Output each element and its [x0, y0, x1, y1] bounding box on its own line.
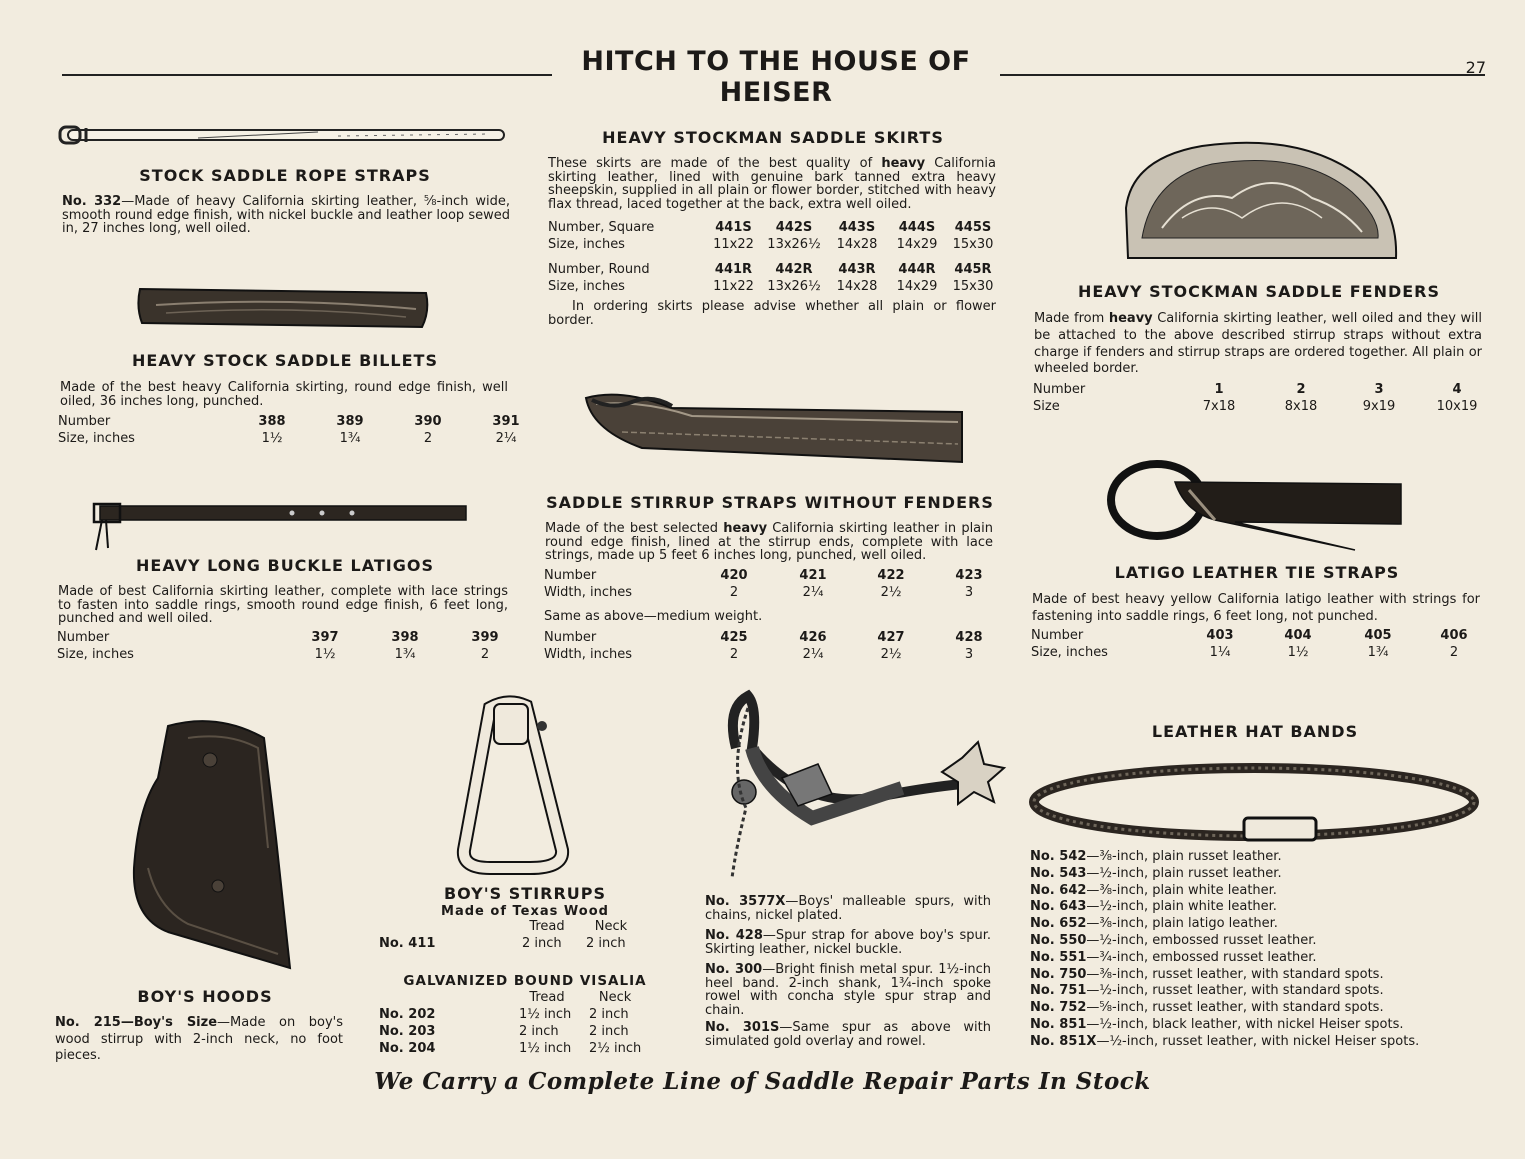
skirts-square-number: 445S	[954, 220, 992, 235]
stirrup-straps-medium-width-label: Width, inches	[544, 647, 633, 662]
hat-band-item	[1030, 916, 1480, 933]
boys-hood-icon	[128, 718, 296, 978]
latigos-desc: Made of best California skirting leather, complete with lace strings to fasten into saddle rings, smooth round edge finish, 6 feet long, punched and well oiled.	[58, 584, 508, 626]
stirrup-icon	[460, 700, 566, 872]
hat-band-no: No. 542	[1030, 849, 1087, 864]
visalia-neck-label: Neck	[598, 990, 632, 1005]
hat-band-text: —½-inch, russet leather, with standard spots.	[1086, 983, 1384, 999]
hat-band-no: No. 551	[1030, 949, 1087, 965]
stirrups-item-neck: 2 inch	[586, 936, 626, 951]
stirrup-straps-medium-number: 426	[799, 630, 827, 645]
billets-number: 388	[258, 414, 286, 429]
skirts-round-number: 442R	[775, 262, 813, 277]
fenders-title: HEAVY STOCKMAN SADDLE FENDERS	[1077, 282, 1441, 301]
skirts-round-number: 443R	[838, 262, 876, 277]
hat-band-item	[1030, 983, 1480, 1000]
stirrup-straps-medium-width: 2	[729, 647, 739, 662]
spur-icon	[722, 688, 1006, 886]
tie-straps-number: 406	[1440, 628, 1468, 643]
fenders-number-label: Number	[1033, 382, 1086, 397]
spur-item	[705, 929, 991, 956]
fenders-size: 10x19	[1436, 399, 1478, 414]
hat-band-no: No. 751	[1030, 983, 1087, 999]
spur-item-no: No. 300	[705, 962, 763, 977]
tie-strap-icon	[1105, 460, 1405, 554]
hat-band-text: —½-inch, russet leather, with nickel Heiser spots.	[1096, 1033, 1420, 1049]
skirts-size: 11x22	[713, 279, 754, 294]
skirts-square-number: 444S	[898, 220, 936, 235]
spur-item	[705, 963, 991, 1017]
fender-icon	[1122, 138, 1402, 262]
footer-slogan: We Carry a Complete Line of Saddle Repair Parts In Stock	[374, 1068, 1151, 1095]
hat-band-text: —⅜-inch, plain white leather.	[1086, 882, 1277, 898]
stirrup-straps-width: 3	[964, 585, 974, 600]
stirrup-straps-medium-number-label: Number	[544, 630, 597, 645]
tie-straps-number: 405	[1364, 628, 1392, 643]
tie-straps-size: 1½	[1287, 645, 1309, 660]
spur-item-text: —Spur strap for above boy's spur. Skirting leather, nickel buckle.	[705, 928, 991, 957]
hat-bands-title: LEATHER HAT BANDS	[1151, 722, 1359, 741]
spur-item-no: No. 3577X	[705, 894, 786, 909]
fenders-text-bold: heavy	[1108, 311, 1153, 326]
spur-item-text: —Bright finish metal spur. 1½-inch heel band. 2-inch shank, 1¾-inch spoke rowel with concha style spur strap and chain.	[705, 962, 991, 1018]
billets-number: 389	[336, 414, 364, 429]
skirts-square-size-label: Size, inches	[548, 237, 625, 252]
skirts-square-label: Number, Square	[548, 220, 655, 235]
hat-band-text: —½-inch, plain white leather.	[1086, 899, 1277, 915]
stirrup-straps-desc	[545, 522, 993, 563]
fenders-size: 9x19	[1362, 399, 1396, 414]
stirrups-item-tread: 2 inch	[522, 936, 562, 951]
hat-band-no: No. 851X	[1030, 1033, 1097, 1049]
skirts-round-label: Number, Round	[548, 262, 650, 277]
visalia-item-neck: 2 inch	[589, 1024, 629, 1039]
visalia-item-neck: 2 inch	[589, 1007, 629, 1022]
hat-band-item	[1030, 950, 1480, 967]
billets-size: 2	[423, 431, 433, 446]
skirts-text-bold: heavy	[881, 156, 926, 171]
billets-size-label: Size, inches	[58, 431, 135, 446]
hat-band-no: No. 851	[1030, 1016, 1087, 1032]
billets-size: 1¾	[339, 431, 361, 446]
stirrups-item-no: No. 411	[379, 936, 436, 951]
stirrup-straps-number: 422	[877, 568, 905, 583]
fenders-table	[1033, 381, 1503, 415]
tie-straps-size: 1¼	[1209, 645, 1231, 660]
hat-band-text: —¾-inch, embossed russet leather.	[1086, 949, 1317, 965]
billet-icon	[136, 283, 432, 333]
hat-band-item	[1030, 1034, 1480, 1051]
spur-item-text: —Same spur as above with simulated gold overlay and rowel.	[705, 1020, 992, 1049]
skirts-desc	[548, 157, 996, 211]
stirrup-straps-medium-width: 2½	[880, 647, 902, 662]
skirts-size: 14x29	[896, 237, 938, 252]
hat-band-text: —⅝-inch, russet leather, with standard spots.	[1086, 1000, 1384, 1016]
hat-band-text: —⅜-inch, plain latigo leather.	[1086, 916, 1278, 932]
stirrups-neck-label: Neck	[594, 919, 628, 934]
billets-table	[58, 413, 545, 447]
stirrup-straps-number: 421	[799, 568, 827, 583]
rope-straps-no: No. 332	[62, 194, 122, 209]
skirts-square-number: 441S	[715, 220, 752, 235]
latigos-number: 397	[311, 630, 339, 645]
stirrup-straps-medium-number: 427	[877, 630, 905, 645]
visalia-item-no: No. 204	[379, 1041, 436, 1056]
skirts-square-table	[548, 219, 999, 253]
hat-band-text: —½-inch, embossed russet leather.	[1086, 932, 1317, 948]
latigos-number-label: Number	[57, 630, 110, 645]
hoods-desc	[55, 1015, 343, 1065]
skirts-round-number: 444R	[898, 262, 936, 277]
rope-straps-desc	[62, 195, 510, 236]
latigos-title: HEAVY LONG BUCKLE LATIGOS	[136, 556, 434, 575]
skirts-title: HEAVY STOCKMAN SADDLE SKIRTS	[602, 128, 944, 147]
stirrup-straps-text-post: California skirting leather in plain round edge finish, lined at the stirrup ends, complete with lace strings, made up 5 feet 6 inches long, punched, well oiled.	[545, 521, 994, 563]
skirts-size: 13x26½	[767, 237, 821, 252]
visalia-item-tread: 1½ inch	[519, 1007, 572, 1022]
billets-number: 391	[492, 414, 520, 429]
skirts-round-number: 441R	[714, 262, 753, 277]
visalia-tread-label: Tread	[529, 990, 565, 1005]
skirts-square-number: 442S	[775, 220, 813, 235]
stirrup-straps-medium-number: 428	[955, 630, 983, 645]
fenders-text-pre: Made from	[1034, 311, 1105, 326]
tie-straps-desc: Made of best heavy yellow California latigo leather with strings for fastening into saddle rings, 6 feet long, not punched.	[1032, 592, 1480, 624]
hoods-text: —Made on boy's wood stirrup with 2-inch neck, no foot pieces.	[55, 1015, 343, 1063]
fenders-desc	[1034, 311, 1482, 378]
skirts-round-table	[548, 261, 999, 295]
billets-title: HEAVY STOCK SADDLE BILLETS	[132, 351, 438, 370]
skirts-size: 15x30	[952, 279, 994, 294]
billets-desc: Made of the best heavy California skirting, round edge finish, well oiled, 36 inches long, punched.	[60, 380, 508, 409]
fenders-size: 8x18	[1284, 399, 1318, 414]
fenders-number: 1	[1214, 382, 1224, 397]
visalia-table	[379, 989, 641, 1057]
fenders-text-post: California skirting leather, well oiled and they will be attached to the above described stirrup straps without extra charge if fenders and stirrup straps are ordered together. All plain or wheeled border.	[1034, 311, 1482, 377]
stirrup-straps-text-pre: Made of the best selected	[545, 521, 719, 536]
visalia-item-tread: 1½ inch	[519, 1041, 572, 1056]
stirrup-straps-table	[544, 567, 1008, 601]
tie-straps-size: 2	[1449, 645, 1459, 660]
visalia-item-tread: 2 inch	[519, 1024, 559, 1039]
spur-item-no: No. 301S	[705, 1020, 780, 1035]
header-rule-right	[1000, 74, 1485, 76]
skirts-round-number: 445R	[954, 262, 992, 277]
tie-straps-title: LATIGO LEATHER TIE STRAPS	[1114, 563, 1400, 582]
rope-straps-title: STOCK SADDLE ROPE STRAPS	[139, 166, 431, 185]
hat-band-no: No. 643	[1030, 899, 1087, 915]
hat-band-text: —⅜-inch, russet leather, with standard spots.	[1086, 966, 1384, 982]
stirrup-straps-number-label: Number	[544, 568, 597, 583]
fenders-size-label: Size	[1033, 399, 1060, 414]
hat-band-text: —⅜-inch, plain russet leather.	[1086, 849, 1282, 864]
skirts-size: 14x28	[836, 237, 878, 252]
stirrup-straps-width: 2½	[880, 585, 902, 600]
skirts-size: 15x30	[952, 237, 994, 252]
spur-item	[705, 1021, 991, 1048]
skirts-size: 14x29	[896, 279, 938, 294]
hat-band-no: No. 543	[1030, 865, 1087, 881]
spur-item	[705, 895, 991, 922]
latigos-number: 399	[471, 630, 499, 645]
hat-band-no: No. 642	[1030, 882, 1087, 898]
fenders-number: 3	[1374, 382, 1384, 397]
spur-item-no: No. 428	[705, 928, 763, 943]
hat-band-text: —½-inch, plain russet leather.	[1086, 865, 1282, 881]
stirrup-strap-icon	[582, 390, 968, 470]
hat-band-text: —½-inch, black leather, with nickel Heiser spots.	[1086, 1016, 1404, 1032]
latigos-size-label: Size, inches	[57, 647, 134, 662]
hat-band-icon	[1030, 762, 1478, 846]
skirts-square-number: 443S	[838, 220, 876, 235]
hat-band-no: No. 752	[1030, 1000, 1087, 1016]
hat-band-no: No. 750	[1030, 966, 1087, 982]
hat-band-item	[1030, 883, 1480, 900]
skirts-note: In ordering skirts please advise whether all plain or flower border.	[548, 299, 996, 328]
tie-straps-size-label: Size, inches	[1031, 645, 1108, 660]
hat-band-item	[1030, 849, 1480, 866]
stirrup-straps-title: SADDLE STIRRUP STRAPS WITHOUT FENDERS	[546, 493, 994, 512]
page-title: HITCH TO THE HOUSE OF HEISER	[581, 46, 971, 108]
latigos-table	[57, 629, 525, 663]
tie-straps-size: 1¾	[1367, 645, 1389, 660]
fenders-size: 7x18	[1202, 399, 1236, 414]
stirrup-straps-width-label: Width, inches	[544, 585, 633, 600]
tie-straps-number-label: Number	[1031, 628, 1084, 643]
hat-band-item	[1030, 933, 1480, 950]
hat-band-list	[1030, 849, 1480, 1051]
skirts-size: 11x22	[713, 237, 754, 252]
latigos-size: 1½	[314, 647, 336, 662]
visalia-item-no: No. 202	[379, 1007, 436, 1022]
stirrups-table	[379, 918, 636, 952]
latigo-icon	[92, 500, 470, 554]
stirrup-straps-number: 420	[720, 568, 748, 583]
header-rule-left	[62, 74, 552, 76]
fenders-number: 4	[1452, 382, 1462, 397]
stirrups-title: BOY'S STIRRUPS	[443, 884, 607, 903]
hat-band-item	[1030, 967, 1480, 984]
page-number: 27	[1465, 58, 1486, 77]
latigos-size: 1¾	[394, 647, 416, 662]
latigos-size: 2	[480, 647, 490, 662]
hat-band-item	[1030, 866, 1480, 883]
stirrup-straps-medium-number: 425	[720, 630, 748, 645]
stirrup-straps-medium-width: 2¼	[802, 647, 824, 662]
tie-straps-number: 403	[1206, 628, 1234, 643]
hoods-no: No. 215—Boy's Size	[55, 1015, 218, 1030]
spur-item-text: —Boys' malleable spurs, with chains, nickel plated.	[705, 894, 991, 923]
visalia-item-neck: 2½ inch	[589, 1041, 642, 1056]
stirrup-straps-width: 2	[729, 585, 739, 600]
hat-band-no: No. 550	[1030, 932, 1087, 948]
billets-size: 1½	[261, 431, 283, 446]
hat-band-item	[1030, 1017, 1480, 1034]
tie-straps-number: 404	[1284, 628, 1312, 643]
stirrup-straps-number: 423	[955, 568, 983, 583]
hat-band-item	[1030, 1000, 1480, 1017]
billets-number-label: Number	[58, 414, 111, 429]
rope-straps-text: —Made of heavy California skirting leather, ⅝-inch wide, smooth round edge finish, with nickel buckle and leather loop sewed in, 27 inches long, well oiled.	[62, 194, 510, 236]
skirts-size: 14x28	[836, 279, 878, 294]
stirrup-straps-medium-note: Same as above—medium weight.	[544, 609, 763, 624]
rope-strap-icon	[58, 124, 508, 146]
stirrup-straps-medium-width: 3	[964, 647, 974, 662]
stirrup-straps-width: 2¼	[802, 585, 824, 600]
skirts-size: 13x26½	[767, 279, 821, 294]
tie-straps-table	[1031, 627, 1491, 661]
stirrup-straps-text-bold: heavy	[723, 521, 768, 536]
fenders-number: 2	[1296, 382, 1306, 397]
latigos-number: 398	[391, 630, 419, 645]
billets-number: 390	[414, 414, 442, 429]
stirrups-tread-label: Tread	[529, 919, 565, 934]
hat-band-no: No. 652	[1030, 916, 1087, 932]
stirrups-subtitle: Made of Texas Wood	[441, 904, 609, 919]
visalia-title: GALVANIZED BOUND VISALIA	[403, 973, 647, 989]
stirrup-straps-medium-table	[544, 629, 1008, 663]
hoods-title: BOY'S HOODS	[137, 987, 273, 1006]
billets-size: 2¼	[495, 431, 517, 446]
visalia-item-no: No. 203	[379, 1024, 436, 1039]
skirts-round-size-label: Size, inches	[548, 279, 625, 294]
skirts-text-post: California skirting leather, lined with genuine bark tanned extra heavy sheepskin, supplied in all plain or flower border, stitched with heavy flax thread, laced together at the back, extra well oiled.	[548, 156, 996, 212]
skirts-text-pre: These skirts are made of the best quality of	[548, 156, 873, 171]
hat-band-item	[1030, 899, 1480, 916]
